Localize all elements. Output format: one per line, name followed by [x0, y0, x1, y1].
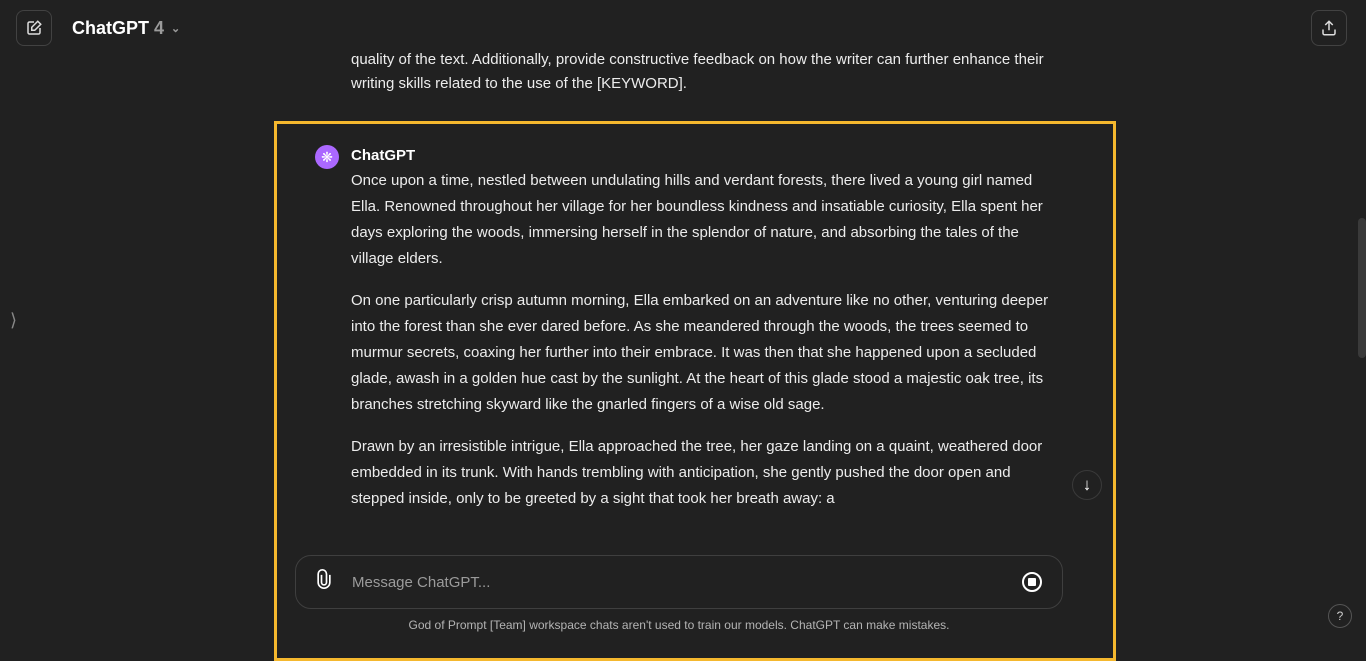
message-input[interactable]: [352, 574, 1022, 591]
arrow-down-icon: ↓: [1082, 475, 1092, 494]
attach-button[interactable]: [314, 568, 338, 596]
share-button[interactable]: [1311, 10, 1347, 46]
chatgpt-avatar-icon: ❋: [315, 145, 339, 169]
help-button[interactable]: ?: [1328, 604, 1352, 628]
chevron-down-icon: ⌄: [171, 23, 181, 35]
message-paragraph: Once upon a time, nestled between undulating hills and verdant forests, there lived a young girl named Ella. Renowned throughout her village for her boundless kindness and insatiable curiosity, Ella spent her days exploring the woods, immersing herself in the splendor of nature, and absorbing the tales of the village elders.: [351, 172, 1043, 267]
share-icon: [1320, 19, 1338, 37]
new-chat-button[interactable]: [16, 10, 52, 46]
model-selector[interactable]: [72, 18, 180, 39]
stop-generating-button[interactable]: [1022, 572, 1042, 592]
paperclip-icon: [314, 568, 334, 590]
message-paragraph: On one particularly crisp autumn morning, Ella embarked on an adventure like no other, venturing deeper into the forest than she ever dared before. As she meandered through the woods, the trees seemed to murmur secrets, coaxing her further into their embrace. It was then that she happened upon a secluded glade, awash in a golden hue cast by the sunlight. At the heart of this glade stood a majestic oak tree, its branches stretching skyward like the gnarled fingers of a wise old sage.: [351, 292, 1049, 413]
message-author: ChatGPT: [351, 147, 416, 164]
model-version: 4: [154, 18, 165, 38]
assistant-message: [351, 168, 1063, 528]
stop-icon: [1028, 578, 1036, 586]
user-message-text: quality of the text. Additionally, provide constructive feedback on how the writer can further enhance their writing skills related to the use of the [KEYWORD].: [351, 51, 1044, 92]
scrollbar[interactable]: [1358, 218, 1366, 358]
message-paragraph: Drawn by an irresistible intrigue, Ella approached the tree, her gaze landing on a quaint, weathered door embedded in its trunk. With hands trembling with anticipation, she gently pushed the door open and stepped inside, only to be greeted by a sight that took her breath away: a: [351, 438, 1043, 507]
edit-icon: [25, 19, 43, 37]
model-name: ChatGPT: [72, 18, 150, 38]
scroll-to-bottom-button[interactable]: [1072, 470, 1102, 500]
sidebar-toggle[interactable]: ⟩: [10, 310, 18, 330]
disclaimer: God of Prompt [Team] workspace chats aren't used to train our models. ChatGPT can make mistakes.: [408, 618, 950, 632]
composer: [295, 555, 1063, 609]
